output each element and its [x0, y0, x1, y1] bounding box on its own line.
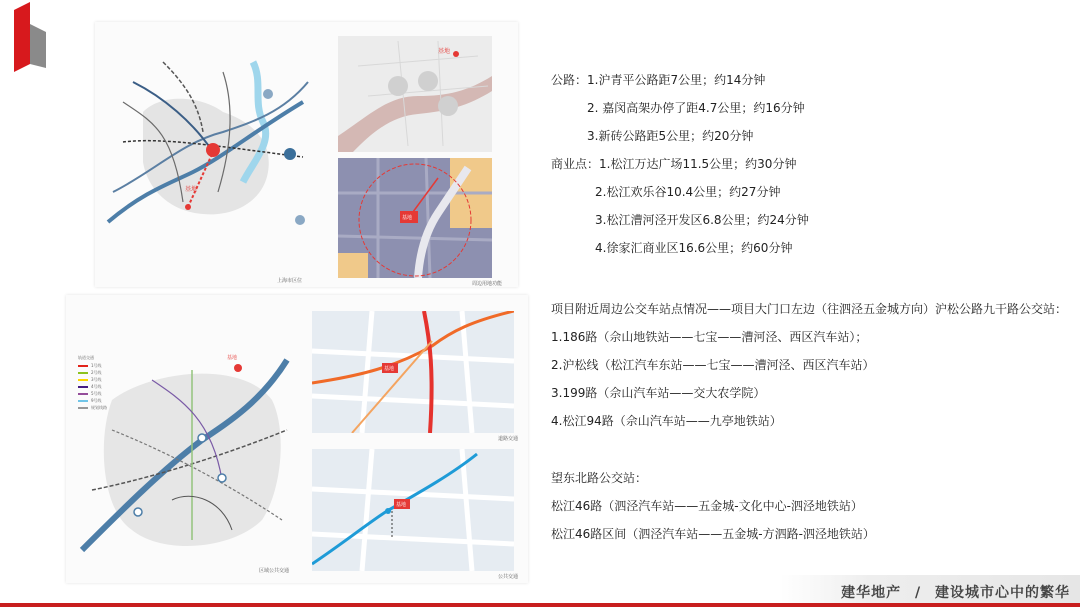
legend-item	[78, 391, 102, 397]
bus-intro: 项目附近周边公交车站点情况——项目大门口左边（往泗泾五金城方向）沪松公路九干路公交站：	[551, 302, 1068, 316]
site-label: 基地	[396, 502, 407, 508]
commercial-label: 商业点：	[551, 157, 600, 171]
highway-item: 1.沪青平公路距7公里；约14分钟	[587, 73, 766, 87]
legend-label: 9号线	[91, 398, 102, 403]
legend-item	[78, 377, 102, 383]
bus-route: 1.186路（佘山地铁站——七宝——漕河泾、西区汽车站）；	[551, 330, 868, 344]
shanghai-location-map	[103, 42, 313, 242]
legend-title: 轨道交通	[78, 355, 94, 360]
legend-item	[78, 363, 102, 369]
location-map-panel	[95, 22, 518, 287]
road-traffic-map	[312, 311, 514, 433]
shanghai-map-caption: 上海市区位	[277, 278, 303, 284]
road-map-caption: 道路交通	[498, 436, 519, 442]
site-label: 基地	[384, 366, 395, 372]
district-map-caption: 区域公共交通	[259, 568, 290, 574]
commercial-item: 1.松江万达广场11.5公里；约30分钟	[599, 157, 797, 171]
site-label: 基地	[227, 355, 238, 361]
legend-swatch	[78, 386, 88, 388]
bus-map-caption: 公共交通	[498, 574, 519, 580]
legend-swatch	[78, 365, 88, 367]
commercial-item: 3.松江漕河泾开发区6.8公里；约24分钟	[595, 213, 809, 227]
commercial-item: 2.松江欢乐谷10.4公里；约27分钟	[595, 185, 781, 199]
transport-map-panel	[66, 295, 528, 583]
site-label: 基地	[185, 186, 198, 193]
bus-map	[312, 449, 514, 571]
legend-label: 规划线路	[91, 405, 107, 410]
legend-item	[78, 405, 107, 411]
legend-label: 5号线	[91, 391, 102, 396]
legend-item	[78, 398, 102, 404]
footer-rule	[0, 603, 1080, 607]
site-label: 基地	[402, 215, 413, 221]
bus-route: 4.松江94路（佘山汽车站——九亭地铁站）	[551, 414, 782, 428]
legend-label: 1号线	[91, 363, 102, 368]
highway-item: 2. 嘉闵高架办停了距4.7公里；约16分钟	[587, 101, 805, 115]
highways-label: 公路：	[551, 73, 588, 87]
radius-map-caption: 周边用地功能	[472, 281, 503, 287]
legend-item	[78, 384, 102, 390]
surrounding-area-map	[338, 36, 492, 152]
wangdong-route: 松江46路区间（泗泾汽车站——五金城-方泗路-泗泾地铁站）	[551, 527, 875, 541]
tagline-separator: /	[915, 585, 922, 601]
wangdong-route: 松江46路（泗泾汽车站——五金城-文化中心-泗泾地铁站）	[551, 499, 863, 513]
footer-tagline	[841, 582, 1070, 602]
district-transit-map	[72, 340, 302, 570]
legend-swatch	[78, 407, 88, 409]
company-name: 建华地产	[841, 585, 902, 601]
legend-swatch	[78, 379, 88, 381]
legend-swatch	[78, 400, 88, 402]
legend-label: 2号线	[91, 370, 102, 375]
legend-item	[78, 370, 102, 376]
bus-route: 2.沪松线（松江汽车东站——七宝——漕河泾、西区汽车站）	[551, 358, 875, 372]
wangdong-title: 望东北路公交站：	[551, 471, 648, 485]
brand-logo	[10, 2, 52, 72]
legend-label: 3号线	[91, 377, 102, 382]
commercial-item: 4.徐家汇商业区16.6公里；约60分钟	[595, 241, 793, 255]
company-slogan: 建设城市心中的繁华	[935, 585, 1070, 601]
bus-route: 3.199路（佘山汽车站——交大农学院）	[551, 386, 766, 400]
radius-land-use-map	[338, 158, 492, 278]
site-label: 基地	[438, 48, 451, 55]
legend-swatch	[78, 372, 88, 374]
legend-label: 4号线	[91, 384, 102, 389]
legend-swatch	[78, 393, 88, 395]
highway-item: 3.新砖公路距5公里；约20分钟	[587, 129, 754, 143]
